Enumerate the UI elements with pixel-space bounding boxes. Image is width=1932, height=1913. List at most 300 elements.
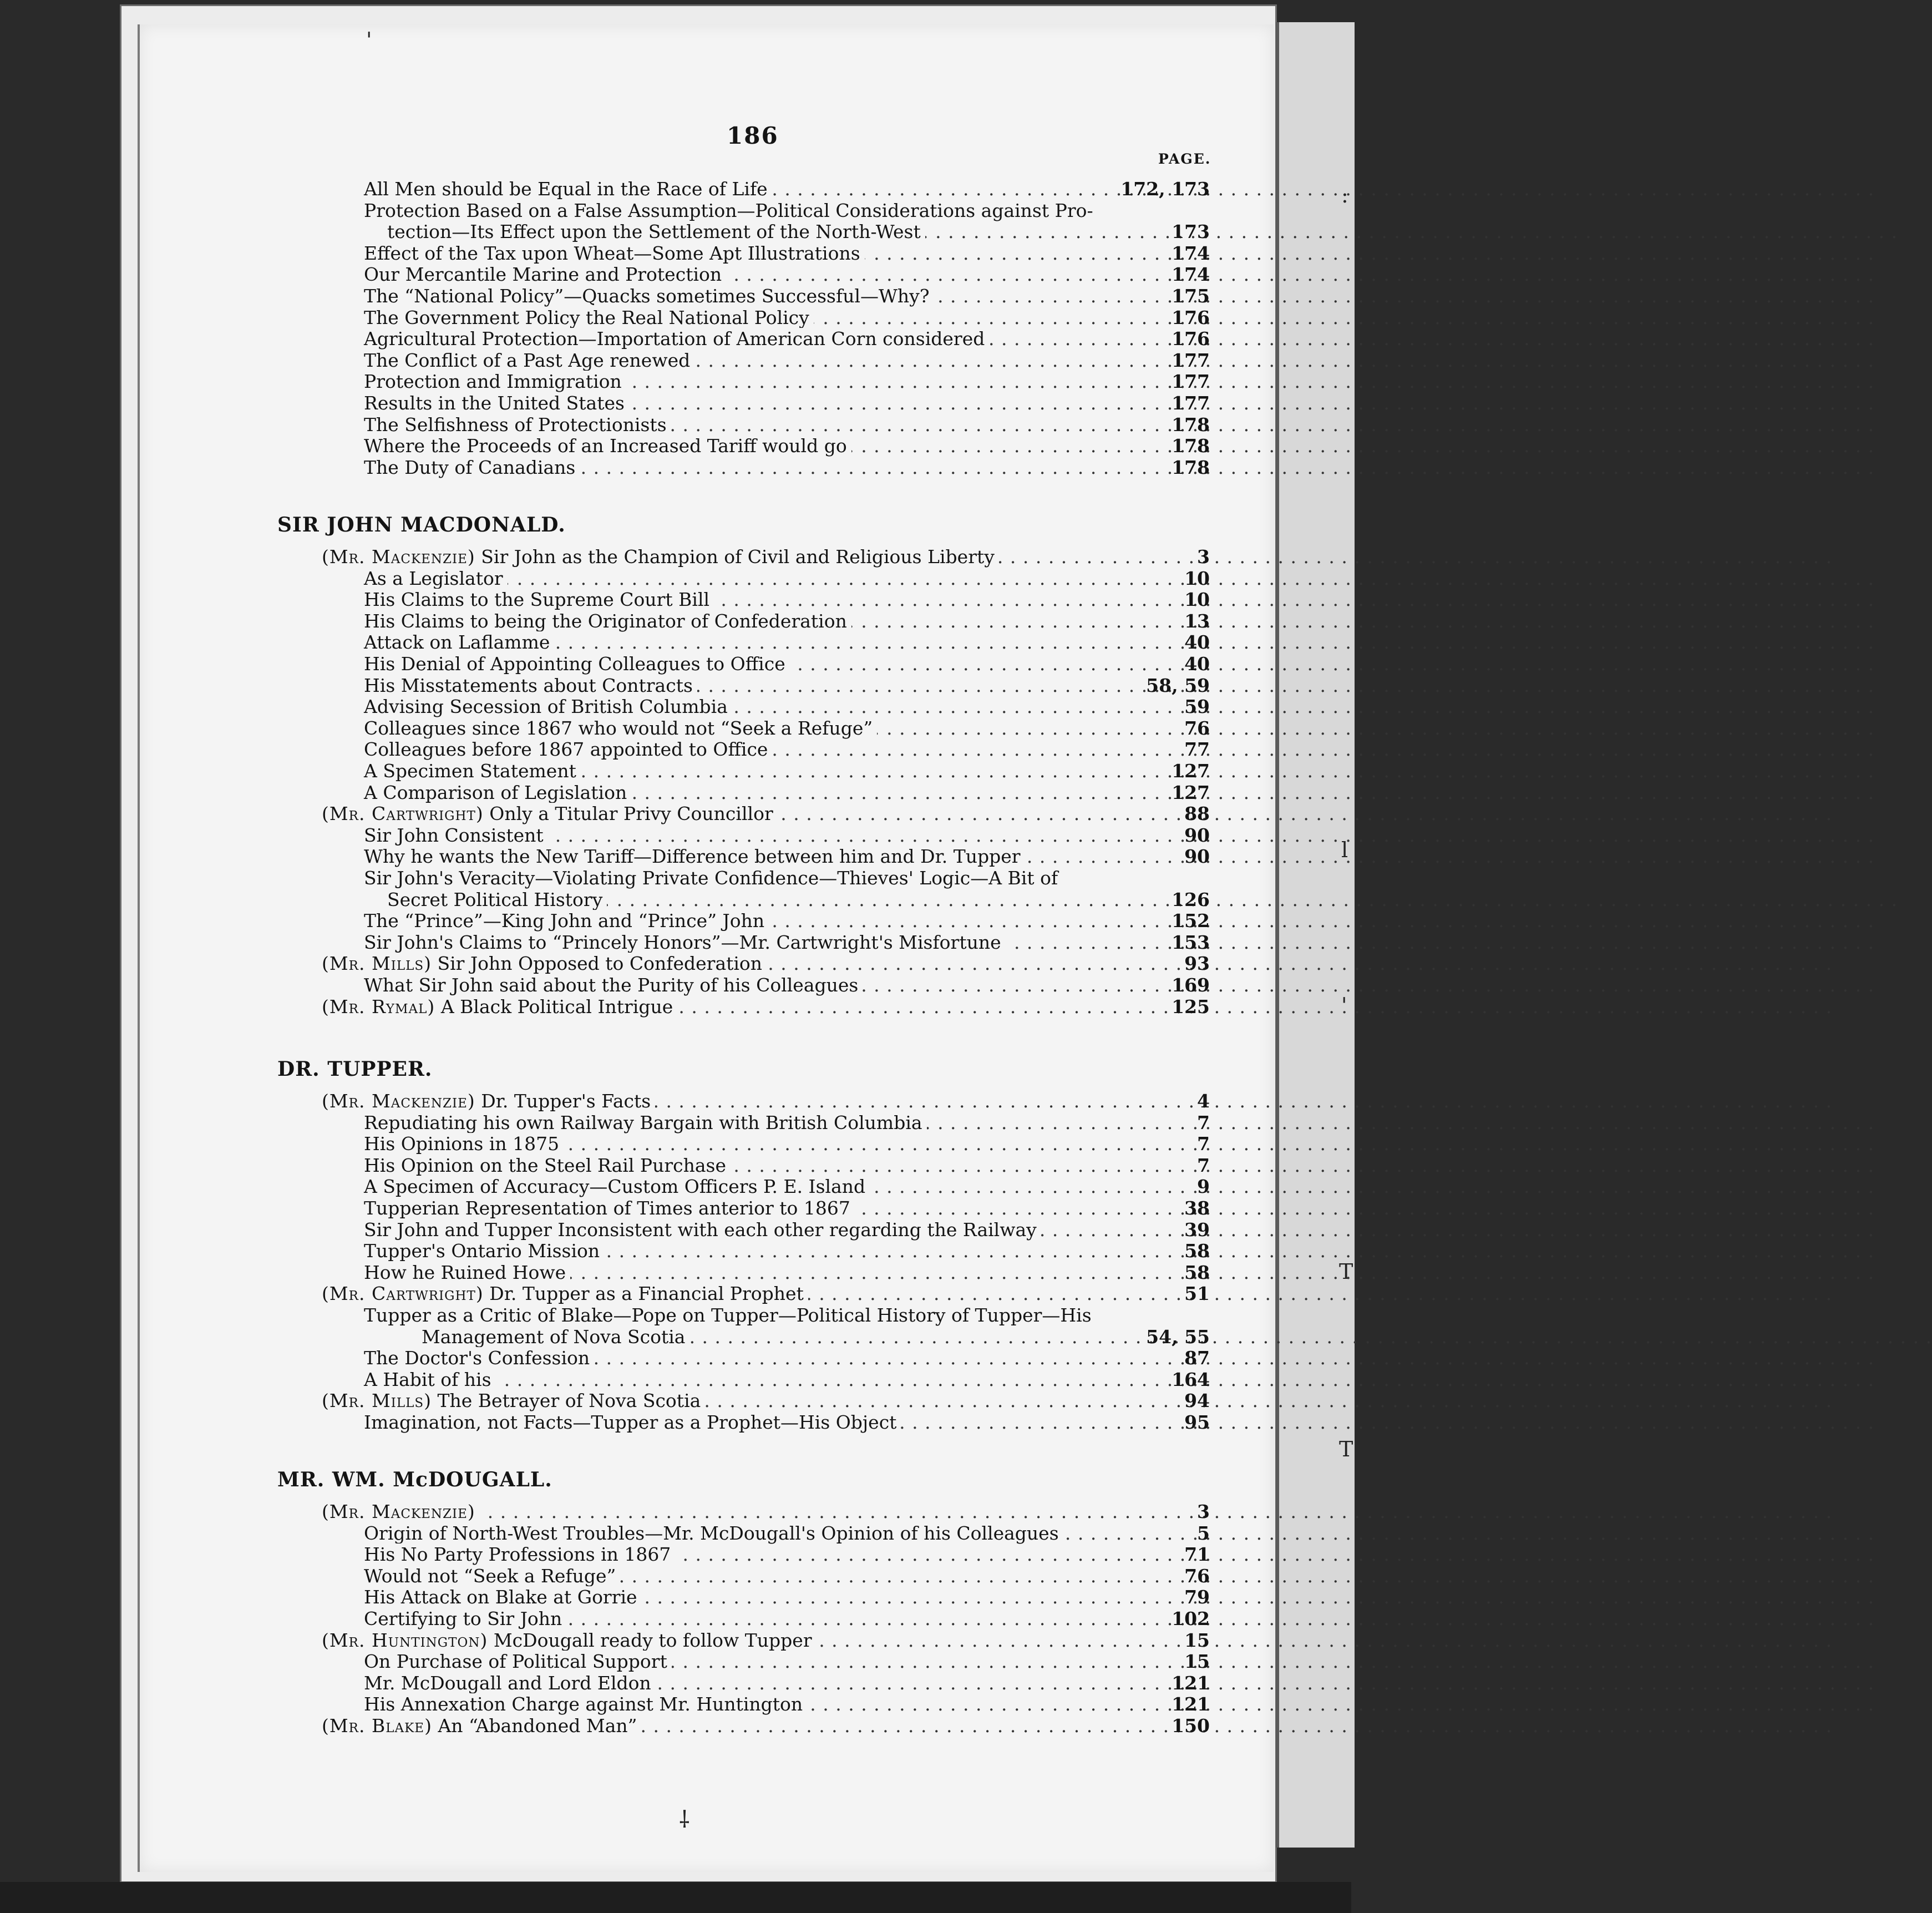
toc-entry <box>0 200 1351 221</box>
toc-entry-text <box>364 1693 807 1715</box>
toc-entry <box>0 179 1351 200</box>
toc-entry-text <box>364 392 629 414</box>
toc-entry-text <box>364 1369 496 1390</box>
entry-title: A Specimen of Accuracy—Custom Officers P. E. Island <box>364 1176 866 1198</box>
toc-entry-title-line <box>364 1566 1160 1587</box>
toc-entry-title-line <box>322 546 1160 568</box>
page-reference: 40 <box>1184 631 1210 654</box>
toc-entry-title-line <box>322 1630 1160 1651</box>
entry-title: How he Ruined Howe <box>364 1261 566 1283</box>
toc-entry-title-line <box>322 803 1160 824</box>
toc-entry-text <box>322 1090 655 1112</box>
toc-entry <box>0 1112 1351 1133</box>
entry-title: Imagination, not Facts—Tupper as a Prophet—His Object <box>364 1411 897 1433</box>
page-reference: 121 <box>1172 1672 1210 1694</box>
page-reference: 38 <box>1184 1197 1210 1219</box>
toc-entry-text <box>364 414 671 436</box>
entry-title: Sir John's Claims to “Princely Honors”—Mr. Cartwright's Misfortune <box>364 931 1001 953</box>
toc-entry <box>0 611 1351 632</box>
toc-entry-text <box>322 1283 808 1304</box>
toc-entry-title-line <box>364 910 1160 932</box>
entry-title: Secret Political History <box>387 888 603 910</box>
entry-title: Only a Titular Privy Councillor <box>489 803 773 825</box>
toc-entry <box>0 264 1351 285</box>
entry-title: tection—Its Effect upon the Settlement of the North-West <box>387 221 921 243</box>
page-reference: 15 <box>1184 1651 1210 1673</box>
toc-entry <box>0 457 1351 478</box>
toc-entry-text <box>364 435 851 457</box>
toc-entry-text <box>322 1715 642 1737</box>
toc-entry <box>0 286 1351 307</box>
toc-entry-text <box>364 285 934 307</box>
toc-entry-text <box>387 889 607 910</box>
toc-entry <box>0 350 1351 371</box>
toc-entry-title-line <box>387 221 1160 242</box>
page-reference: 4 <box>1197 1090 1210 1112</box>
speaker-label: (Mr. Cartwright) <box>322 1283 484 1305</box>
page-reference: 177 <box>1172 392 1210 414</box>
entry-title: His Attack on Blake at Gorrie <box>364 1586 637 1608</box>
toc-entry-text <box>364 824 548 846</box>
toc-entry-text <box>364 1262 570 1283</box>
toc-entry <box>0 889 1351 910</box>
entry-title: A Habit of his <box>364 1368 491 1390</box>
toc-entry-text <box>364 717 877 739</box>
page-reference: 178 <box>1172 435 1210 457</box>
toc-entry-text <box>364 264 726 285</box>
speaker-label: (Mr. Mills) <box>322 1390 432 1412</box>
toc-entry <box>0 1305 1351 1326</box>
toc-entry-text <box>364 1155 731 1176</box>
page-reference: 39 <box>1184 1218 1210 1241</box>
page-reference: 71 <box>1184 1543 1210 1566</box>
toc-entry-text <box>364 1411 901 1433</box>
entry-title: Certifying to Sir John <box>364 1608 562 1629</box>
page-reference: 88 <box>1184 803 1210 825</box>
toc-entry <box>0 307 1351 328</box>
toc-entry <box>0 1155 1351 1176</box>
entry-title: His Misstatements about Contracts <box>364 674 693 696</box>
toc-entry-text <box>364 1240 604 1262</box>
page-reference: 178 <box>1172 413 1210 436</box>
edge-mark: : <box>1341 183 1348 208</box>
toc-entry <box>0 1715 1351 1737</box>
toc-entry-title-line <box>322 1091 1160 1112</box>
toc-entry-title-line <box>387 889 1160 910</box>
entry-title: A Black Political Intrigue <box>440 995 673 1018</box>
entry-title: The Betrayer of Nova Scotia <box>437 1390 701 1412</box>
toc-entry-text <box>364 307 814 328</box>
toc-entry <box>0 1219 1351 1241</box>
toc-entry <box>0 1176 1351 1197</box>
toc-entry-title-line <box>364 846 1160 867</box>
entry-title: Protection Based on a False Assumption—Political Considerations against Pro- <box>364 199 1093 221</box>
toc-entry-title-line <box>364 1523 1160 1544</box>
toc-entry <box>0 371 1351 392</box>
toc-entry-text <box>364 675 697 696</box>
toc-entry-text <box>364 846 1025 867</box>
entry-title: What Sir John said about the Purity of his Colleagues <box>364 974 859 996</box>
speaker-label: (Mr. Mackenzie) <box>322 1090 475 1112</box>
edge-mark: ' <box>1341 993 1347 1018</box>
page-reference: 58 <box>1184 1261 1210 1283</box>
toc-entry-title-line <box>364 1544 1160 1565</box>
page-reference: 127 <box>1172 760 1210 782</box>
entry-title: Agricultural Protection—Importation of American Corn considered <box>364 328 985 350</box>
toc-entry <box>0 803 1351 824</box>
toc-entry <box>0 1694 1351 1715</box>
page-reference: 3 <box>1197 1501 1210 1522</box>
toc-entry <box>0 1673 1351 1694</box>
toc-entry <box>0 1262 1351 1283</box>
toc-entry <box>0 868 1351 889</box>
toc-entry-text <box>364 1651 672 1672</box>
entry-title: Would not “Seek a Refuge” <box>364 1565 616 1587</box>
entry-title: Colleagues before 1867 appointed to Office <box>364 738 768 761</box>
toc-entry-title-line <box>364 307 1160 328</box>
page-reference: 177 <box>1172 371 1210 393</box>
toc-entry-text <box>364 1112 927 1133</box>
page-reference: 90 <box>1184 846 1210 868</box>
entry-title: The “National Policy”—Quacks sometimes Successful—Why? <box>364 285 930 307</box>
toc-entry <box>0 1630 1351 1651</box>
toc-entry <box>0 975 1351 996</box>
page-reference: 79 <box>1184 1586 1210 1608</box>
toc-entry-title-line <box>364 589 1160 610</box>
edge-mark: T <box>1339 1437 1353 1461</box>
page-reference: 175 <box>1172 285 1210 307</box>
toc-entry-title-line <box>364 1133 1160 1155</box>
page-reference: 172, 173 <box>1120 178 1210 200</box>
toc-entry <box>0 568 1351 589</box>
edge-mark: l <box>1341 838 1348 862</box>
toc-entry-text <box>364 457 580 478</box>
entry-title: The Conflict of a Past Age renewed <box>364 349 691 371</box>
toc-entry <box>0 1241 1351 1262</box>
entry-title: Sir John and Tupper Inconsistent with each other regarding the Railway <box>364 1218 1037 1241</box>
toc-entry-title-line <box>364 286 1160 307</box>
toc-entry-text <box>364 653 790 675</box>
toc-entry-text <box>364 371 626 392</box>
entry-title: Dr. Tupper as a Financial Prophet <box>489 1283 804 1305</box>
edge-mark: T <box>1339 1259 1353 1284</box>
entry-title: Protection and Immigration <box>364 371 622 393</box>
toc-entry-title-line <box>364 975 1160 996</box>
toc-entry-text <box>364 867 1062 889</box>
toc-entry-title-line <box>364 350 1160 371</box>
toc-entry <box>0 1283 1351 1304</box>
entry-title: Where the Proceeds of an Increased Tariff would go <box>364 435 847 457</box>
page-reference: 54, 55 <box>1146 1325 1210 1348</box>
page-reference: 173 <box>1172 221 1210 243</box>
toc-entry-title-line <box>322 1715 1160 1737</box>
page-reference: 177 <box>1172 349 1210 371</box>
toc-entry-title-line <box>364 457 1160 478</box>
toc-entry-text <box>364 696 732 717</box>
toc-entry <box>0 221 1351 242</box>
page-reference: 152 <box>1172 910 1210 932</box>
toc-entry-title-line <box>364 1348 1160 1369</box>
toc-entry-text <box>364 328 989 350</box>
speaker-label: (Mr. Cartwright) <box>322 803 484 825</box>
entry-title: His Claims to being the Originator of Confederation <box>364 610 847 632</box>
toc-entry-text <box>364 350 694 371</box>
toc-entry-title-line <box>364 1694 1160 1715</box>
page-reference: 10 <box>1184 589 1210 611</box>
entry-title: Sir John Consistent <box>364 824 544 846</box>
toc-entry <box>0 1198 1351 1219</box>
speaker-label: (Mr. Mills) <box>322 953 432 975</box>
entry-title: Sir John Opposed to Confederation <box>437 953 763 975</box>
toc-entry-title-line <box>364 932 1160 953</box>
entry-title: An “Abandoned Man” <box>438 1715 637 1737</box>
page-reference: 76 <box>1184 717 1210 739</box>
page-reference: 40 <box>1184 653 1210 675</box>
page-reference: 176 <box>1172 306 1210 328</box>
toc-entry-text <box>364 1565 620 1587</box>
toc-entry-title-line <box>364 1587 1160 1608</box>
toc-entry <box>0 1544 1351 1565</box>
toc-entry-title-line <box>364 1155 1160 1176</box>
toc-entry-title-line <box>364 1241 1160 1262</box>
toc-entry-text <box>322 1629 817 1651</box>
toc-entry-title-line <box>364 1651 1160 1672</box>
toc-entry <box>0 414 1351 436</box>
toc-entry-title-line <box>364 1369 1160 1390</box>
toc-entry-text <box>364 910 769 932</box>
entry-title: The “Prince”—King John and “Prince” John <box>364 910 765 932</box>
toc-entry-title-line <box>364 611 1160 632</box>
entry-title: As a Legislator <box>364 567 503 589</box>
entry-title: Tupper's Ontario Mission <box>364 1240 600 1262</box>
toc-entry-text <box>364 1672 656 1694</box>
toc-entry-text <box>322 546 999 568</box>
page-reference: 121 <box>1172 1693 1210 1715</box>
scan-bottom-border <box>0 1882 1351 1913</box>
page-reference: 13 <box>1184 610 1210 632</box>
entry-title: The Selfishness of Protectionists <box>364 413 667 436</box>
page-reference: 176 <box>1172 328 1210 350</box>
toc-entry-title-line <box>364 761 1160 782</box>
toc-entry-title-line <box>364 393 1160 414</box>
page-reference: 164 <box>1172 1368 1210 1390</box>
toc-entry <box>0 1651 1351 1672</box>
toc-entry <box>0 1587 1351 1608</box>
toc-entry-text <box>364 200 1098 221</box>
toc-entry <box>0 1133 1351 1155</box>
page-reference: 127 <box>1172 781 1210 803</box>
toc-entry <box>0 1608 1351 1629</box>
toc-entry <box>0 910 1351 932</box>
toc-entry-title-line <box>364 718 1160 739</box>
toc-entry-title-line <box>364 696 1160 717</box>
speaker-label: (Mr. Huntington) <box>322 1629 488 1651</box>
toc-entry-title-line <box>364 243 1160 264</box>
toc-entry-text <box>364 1197 855 1219</box>
toc-entry <box>0 932 1351 953</box>
page-reference: 90 <box>1184 824 1210 846</box>
toc-entry-title-line <box>364 825 1160 846</box>
toc-entry-title-line <box>364 782 1160 803</box>
toc-entry-text <box>364 1543 675 1565</box>
entry-title: His Annexation Charge against Mr. Huntington <box>364 1693 803 1715</box>
entry-title: Sir John as the Champion of Civil and Religious Liberty <box>481 546 995 568</box>
toc-entry <box>0 243 1351 264</box>
entry-title: His Opinions in 1875 <box>364 1133 560 1155</box>
toc-entry <box>0 1523 1351 1544</box>
toc-entry-text <box>364 1133 564 1155</box>
speaker-label: (Mr. Rymal) <box>322 995 435 1018</box>
toc-entry <box>0 953 1351 974</box>
page-number: 186 <box>727 122 779 149</box>
toc-entry-text <box>364 782 631 803</box>
toc-entry-text <box>364 589 714 610</box>
toc-entry-title-line <box>364 1412 1160 1433</box>
toc-entry <box>0 1566 1351 1587</box>
toc-entry-text <box>364 1522 1063 1544</box>
entry-title: His Claims to the Supreme Court Bill <box>364 589 710 611</box>
entry-title: His No Party Professions in 1867 <box>364 1543 671 1566</box>
toc-entry-text <box>322 1501 480 1522</box>
toc-entry-title-line <box>364 264 1160 285</box>
entry-title: Attack on Laflamme <box>364 631 550 654</box>
toc-entry-text <box>364 1347 594 1369</box>
toc-entry-title-line <box>364 1112 1160 1133</box>
toc-entry-title-line <box>364 179 1160 200</box>
page-reference: 9 <box>1197 1176 1210 1198</box>
toc-entry-text <box>364 1304 1096 1326</box>
page-reference: 87 <box>1184 1347 1210 1369</box>
page-reference: 7 <box>1197 1133 1210 1155</box>
toc-entry <box>0 718 1351 739</box>
toc-entry-text <box>364 1608 566 1629</box>
section-heading: SIR JOHN MACDONALD. <box>277 513 566 537</box>
toc-entry <box>0 739 1351 760</box>
entry-title: Dr. Tupper's Facts <box>481 1090 651 1112</box>
page-reference: 94 <box>1184 1390 1210 1412</box>
page-reference: 59 <box>1184 696 1210 718</box>
page-reference: 58 <box>1184 1240 1210 1262</box>
toc-entry-text <box>364 760 581 782</box>
page-reference: 153 <box>1172 931 1210 953</box>
toc-entry-title-line <box>364 1219 1160 1241</box>
toc-entry <box>0 436 1351 457</box>
toc-entry-text <box>364 1586 642 1608</box>
toc-entry-title-line <box>364 1305 1160 1326</box>
toc-entry-text <box>322 1390 705 1411</box>
entry-title: Repudiating his own Railway Bargain with British Columbia <box>364 1111 922 1133</box>
section-heading: MR. WM. McDOUGALL. <box>277 1468 552 1491</box>
toc-entry <box>0 782 1351 803</box>
entry-title: Effect of the Tax upon Wheat—Some Apt Illustrations <box>364 242 860 264</box>
toc-entry <box>0 825 1351 846</box>
toc-entry-title-line <box>364 739 1160 760</box>
entry-title: His Opinion on the Steel Rail Purchase <box>364 1154 727 1176</box>
page-reference: 7 <box>1197 1111 1210 1133</box>
page-reference: 58, 59 <box>1146 674 1210 696</box>
toc-entry-title-line <box>364 632 1160 653</box>
entry-title: His Denial of Appointing Colleagues to Office <box>364 653 785 675</box>
toc-entry <box>0 546 1351 568</box>
toc-entry-title-line <box>364 414 1160 436</box>
toc-entry-text <box>364 1219 1041 1241</box>
toc-entry <box>0 675 1351 696</box>
entry-title: Mr. McDougall and Lord Eldon <box>364 1672 651 1694</box>
entry-title: On Purchase of Political Support <box>364 1651 667 1673</box>
page-reference: 5 <box>1197 1522 1210 1544</box>
speaker-label: (Mr. Mackenzie) <box>322 1501 475 1522</box>
entry-title: Our Mercantile Marine and Protection <box>364 264 722 286</box>
toc-entry-title-line <box>364 1262 1160 1283</box>
toc-entry-title-line <box>322 953 1160 974</box>
page-column-label: PAGE. <box>1158 151 1211 167</box>
toc-entry-text <box>364 974 863 996</box>
toc-entry-title-line <box>364 675 1160 696</box>
entry-title: The Duty of Canadians <box>364 456 576 478</box>
toc-entry-title-line <box>364 654 1160 675</box>
toc-entry-title-line <box>364 200 1160 221</box>
toc-entry-title-line <box>322 996 1160 1018</box>
toc-entry <box>0 654 1351 675</box>
toc-entry <box>0 393 1351 414</box>
page-reference: 125 <box>1172 995 1210 1018</box>
toc-entry-title-line <box>364 868 1160 889</box>
entry-title: Sir John's Veracity—Violating Private Confidence—Thieves' Logic—A Bit of <box>364 867 1058 889</box>
toc-entry-text <box>364 610 851 632</box>
toc-entry-title-line <box>322 1390 1160 1411</box>
toc-entry <box>0 846 1351 867</box>
page-reference: 93 <box>1184 953 1210 975</box>
page-reference: 51 <box>1184 1283 1210 1305</box>
toc-entry-title-line <box>364 1608 1160 1629</box>
speaker-label: (Mr. Mackenzie) <box>322 546 475 568</box>
section-heading: DR. TUPPER. <box>277 1057 433 1081</box>
entry-title: Colleagues since 1867 who would not “Seek a Refuge” <box>364 717 873 739</box>
toc-entry-text <box>387 221 925 242</box>
toc-entry <box>0 632 1351 653</box>
page-reference: 174 <box>1172 264 1210 286</box>
toc-entry-text <box>364 1176 870 1197</box>
entry-title: Advising Secession of British Columbia <box>364 696 728 718</box>
page-reference: 15 <box>1184 1629 1210 1651</box>
page-reference: 7 <box>1197 1154 1210 1176</box>
toc-entry <box>0 1390 1351 1411</box>
edge-mark: ' <box>366 28 372 52</box>
entry-title: Tupper as a Critic of Blake—Pope on Tupper—Political History of Tupper—His <box>364 1304 1092 1326</box>
toc-entry-text <box>364 631 554 653</box>
toc-entry <box>0 996 1351 1018</box>
toc-entry-title-line <box>364 371 1160 392</box>
toc-entry-text <box>364 242 865 264</box>
page-reference: 3 <box>1197 546 1210 568</box>
entry-title: The Government Policy the Real National Policy <box>364 306 809 328</box>
page-reference: 174 <box>1172 242 1210 264</box>
toc-entry-title-line <box>364 1198 1160 1219</box>
toc-entry-title-line <box>364 1176 1160 1197</box>
entry-title: A Specimen Statement <box>364 760 576 782</box>
toc-entry-title-line <box>322 1501 1160 1522</box>
page-reference: 126 <box>1172 888 1210 910</box>
entry-title: Results in the United States <box>364 392 625 414</box>
toc-entry-text <box>422 1326 689 1348</box>
toc-entry-text <box>364 932 1006 953</box>
toc-entry <box>0 1412 1351 1433</box>
speaker-label: (Mr. Blake) <box>322 1715 432 1737</box>
entry-title: McDougall ready to follow Tupper <box>493 1629 812 1651</box>
toc-entry-text <box>364 568 508 589</box>
toc-entry-text <box>364 738 772 760</box>
toc-entry <box>0 1369 1351 1390</box>
